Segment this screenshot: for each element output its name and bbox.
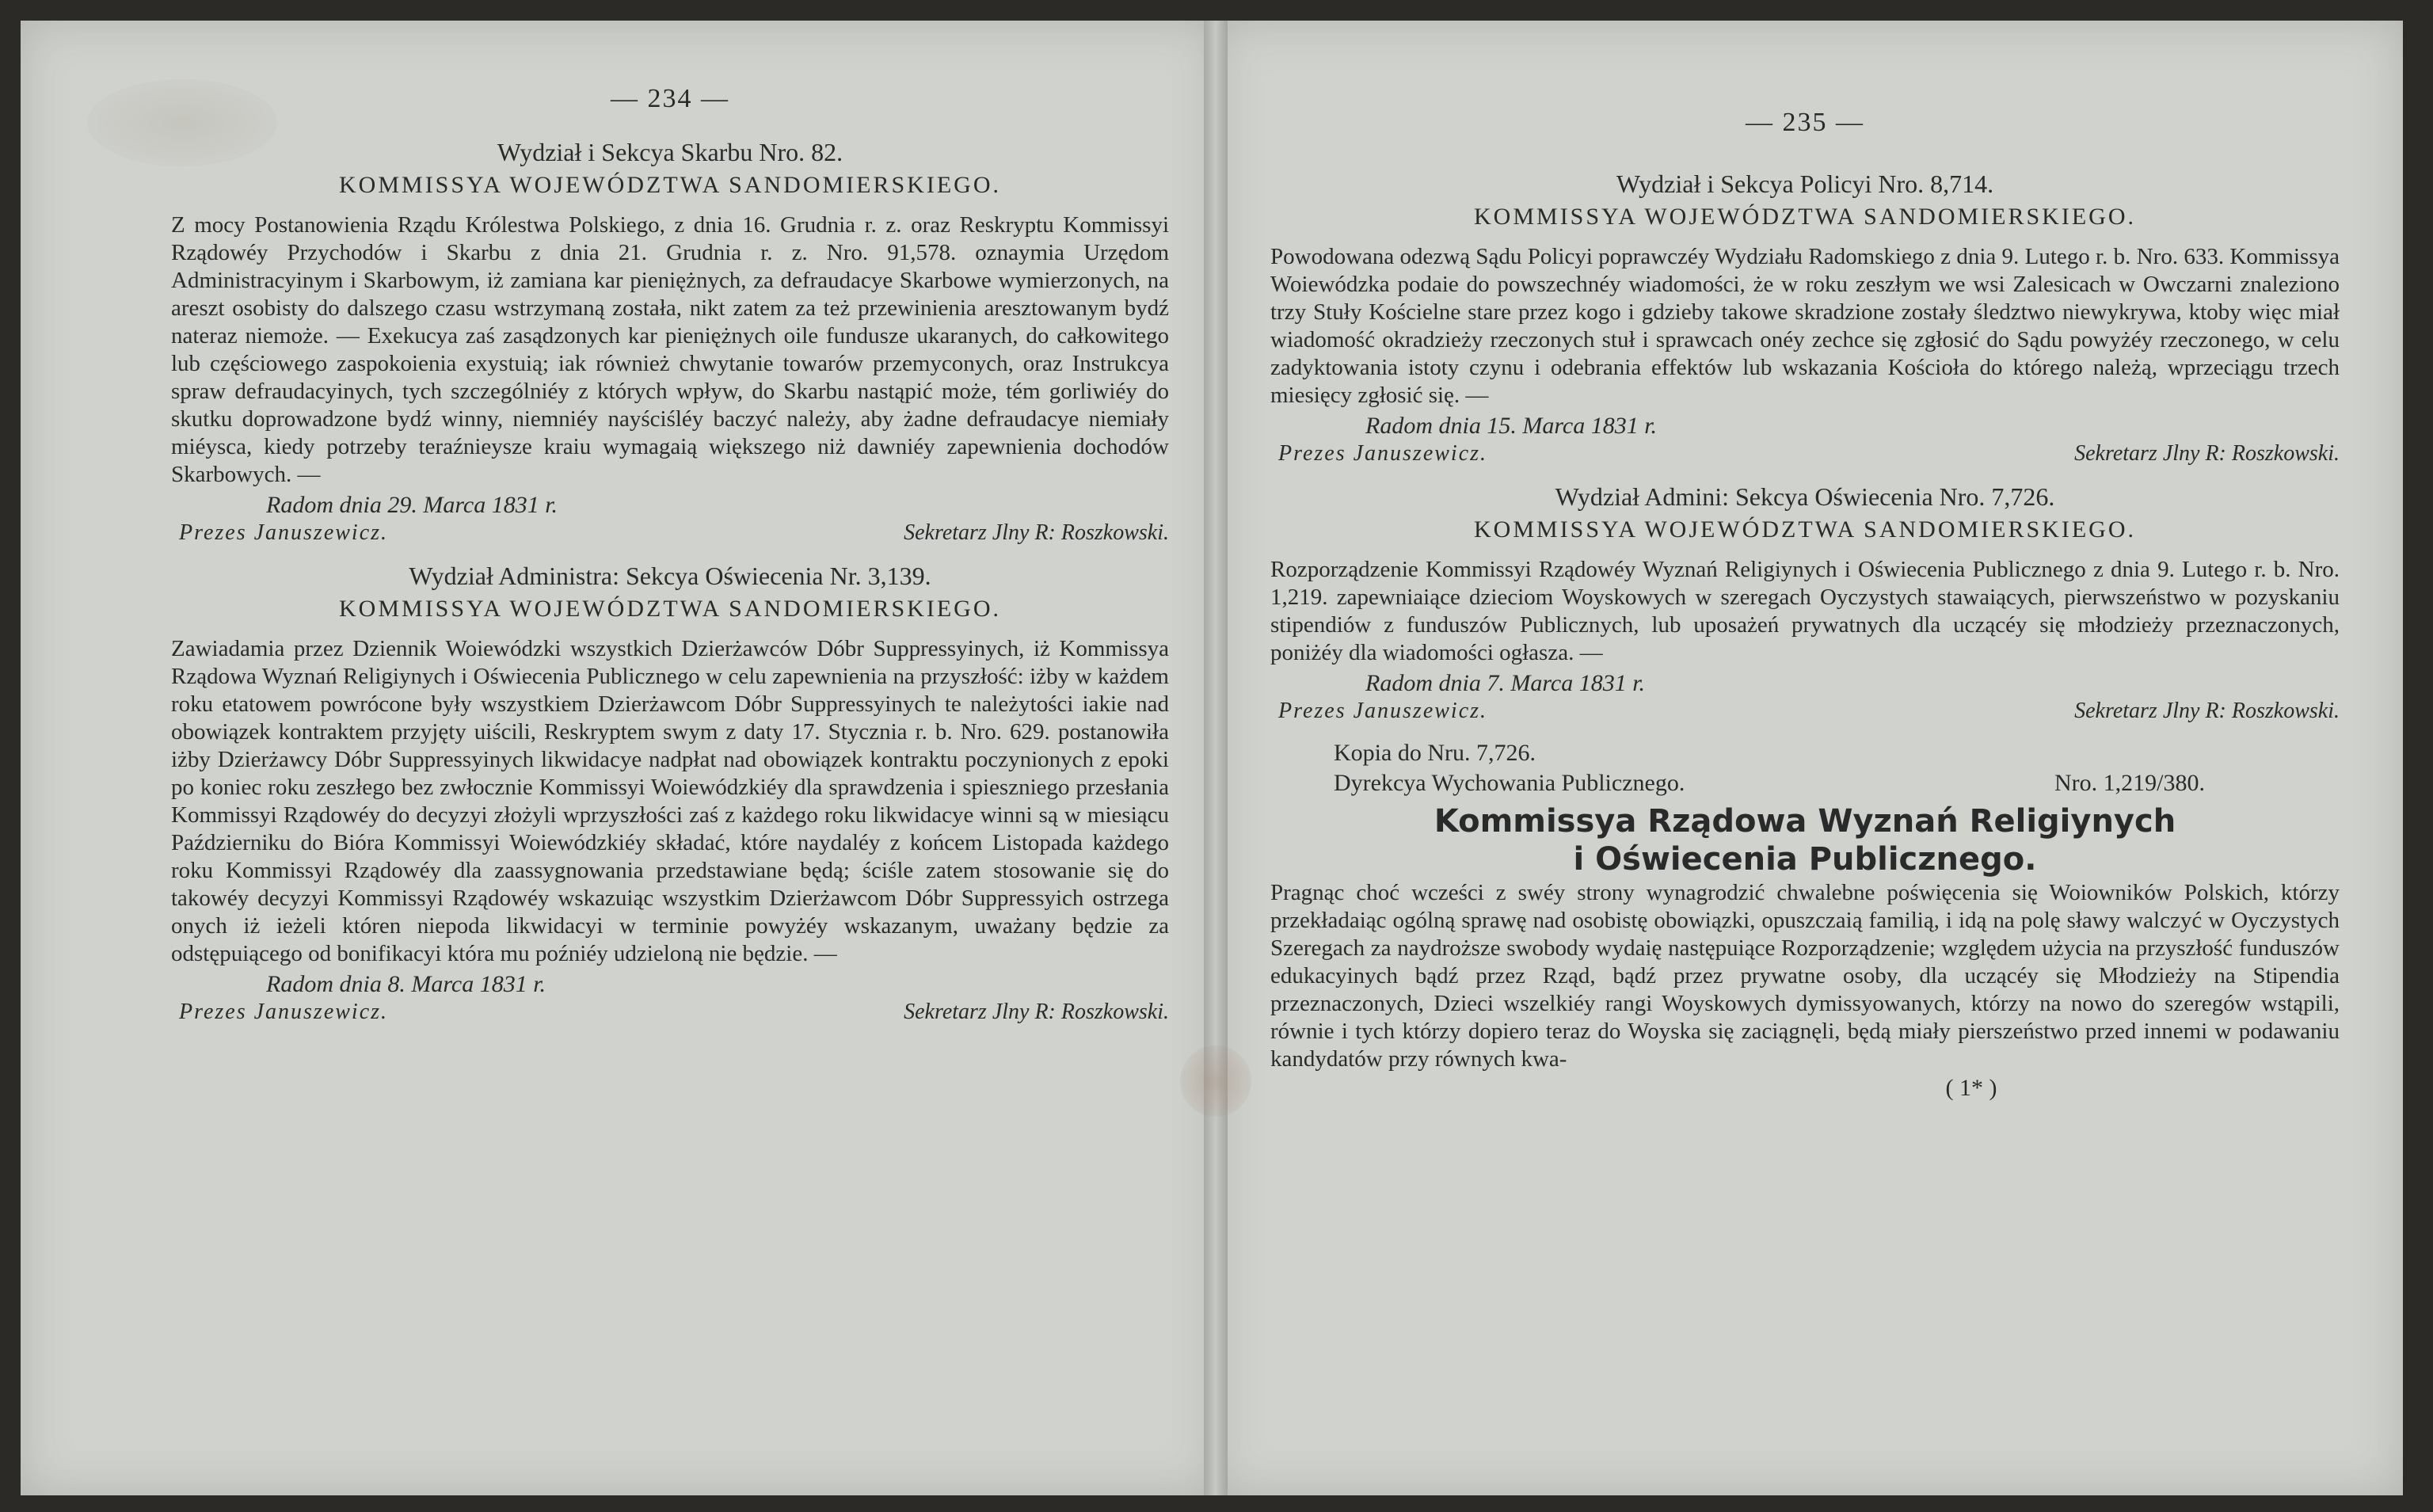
section-4-secretary: Sekretarz Jlny R: Roszkowski. [2074,699,2340,723]
section-3-signatures [1278,441,2340,467]
section-1-secretary: Sekretarz Jlny R: Roszkowski. [904,520,1169,545]
section-4-date: Radom dnia 7. Marca 1831 r. [1365,670,1646,696]
dyrekcya-number: Nro. 1,219/380. [2054,770,2205,796]
section-3-president: Prezes Januszewicz. [1278,441,1488,466]
section-1-body: Z mocy Postanowienia Rządu Królestwa Polskiego, z dnia 16. Grudnia r. z. oraz Reskryptu Kommissyi Rządowéy Przychodów i Skarbu z dnia 21. Grudnia r. z. Nro. 91,578. oznaymia Urzędom Administracyinym i Skarbowym, iż zamiana kar pieniężnych, za defraudacye Skarbowe wymierzonych, na areszt osobisty do dalszego czasu wstrzymaną została, nikt zatem za też przewinienia aresztowanym bydź nateraz niemoże. — Exekucya zaś zasądzonych kar pieniężnych oile fundusze ukaranych, do całkowitego lub częściowego zaspokoienia exystuią; iak również chwytanie towarów przemyconych, oraz Instrukcya spraw defraudacyinych, tych szczególniéy z których wpływ, do Skarbu nastąpić może, tém gorliwiéy do skutku doprowadzone bydź winny, niemniéy nayściśléy baczyć należy, aby żadne defraudacye niemiały miéysca, kiedy potrzeby teraźnieysze kraiu wymagaią większego niż dawniéy zapewnienia dochodów Skarbowych. — [171,212,1169,487]
section-2-date: Radom dnia 8. Marca 1831 r. [266,971,546,997]
section-2-signatures [179,1000,1169,1025]
section-3-title: KOMMISSYA WOJEWÓDZTWA SANDOMIERSKIEGO. [1474,204,2136,230]
section-4-signatures [1278,699,2340,724]
section-4-title: KOMMISSYA WOJEWÓDZTWA SANDOMIERSKIEGO. [1474,516,2136,543]
section-1-president: Prezes Januszewicz. [179,520,389,545]
section-1-dept: Wydział i Sekcya Skarbu Nro. 82. [497,138,843,166]
dyrekcya-name: Dyrekcya Wychowania Publicznego. [1334,770,1685,796]
book-gutter [1204,21,1228,1495]
section-2-title: KOMMISSYA WOJEWÓDZTWA SANDOMIERSKIEGO. [339,596,1001,622]
section-2-dept: Wydział Administra: Sekcya Oświecenia Nr. 3,139. [409,562,931,590]
section-2-secretary: Sekretarz Jlny R: Roszkowski. [904,1000,1169,1024]
section-2-body: Zawiadamia przez Dziennik Woiewódzki wszystkich Dzierżawców Dóbr Suppressyinych, iż Kommissya Rządowa Wyznań Religiynych i Oświecenia Publicznego w celu zapewnienia na przyszłość: iżby w każdem roku etatowem powrócone były wszystkiem Dzierżawcom Dóbr Suppressyinych te należytości iakie nad obowiązek kontraktem przyjęty uiścili, Reskryptem swym z daty 17. Stycznia r. b. Nro. 629. postanowiła iżby Dzierżawcy Dóbr Suppressyinych likwidacye nadpłat nad obowiązek kontraktu poczynionych z epoki po koniec roku zeszłego bez zwłocznie Kommissyi Woiewódzkiéy dla sprawdzenia i spieszniego przesłania Kommissyi Rządowéy do decyzyi złożyli wprzyszłości zaś z każdego roku likwidacye winni są w miesiącu Październiku do Bióra Kommissyi Woiewódzkiéy składać, które naydaléy z końcem Listopada każdego roku Kommissyi Rządowéy dla zaassygnowania przedstawiane będą; ściśle zatem stosowanie się do takowéy decyzyi Kommissyi Rządowéy wskazuiąc wszystkim Dzierżawcom Dóbr Suppressyich ostrzega onych iż ieżeli któren niepoda likwidacyi w terminie powyżéy wskazanym, uważany będzie za odstępuiącego od bonifikacyi która mu poźniéy udzieloną nie będzie. — [171,636,1169,966]
section-2-president: Prezes Januszewicz. [179,1000,389,1024]
section-1-date: Radom dnia 29. Marca 1831 r. [266,492,558,518]
section-3-body: Powodowana odezwą Sądu Policyi poprawczéy Wydziału Radomskiego z dnia 9. Lutego r. b. Nro. 633. Kommissya Woiewódzka podaie do powszechnéy wiadomości, że w roku zeszłym we wsi Zalesicach w Owczarni znaleziono trzy Stuły Kościelne stare przez kogo i gdzieby takowe skradzione zostały śledztwo niewykrywa, ktoby więc miał wiadomość okradzieży rzeczonych stuł i sprawcach onéy zechce się zgłosić do Sądu powyżéy rzeczonego, w celu zadyktowania istoty czynu i odebrania effektów lub wskazania Kościoła do którego należą, wprzeciągu trzech miesięcy zgłosić się. — [1270,244,2340,408]
kommissya-header-line-2: i Oświecenia Publicznego. [1573,841,2037,878]
section-4-dept: Wydział Admini: Sekcya Oświecenia Nro. 7,726. [1555,482,2055,511]
section-4-president: Prezes Januszewicz. [1278,699,1488,723]
section-3-dept: Wydział i Sekcya Policyi Nro. 8,714. [1616,169,1994,198]
page-number-right: — 235 — [1746,108,1864,137]
folio-mark: ( 1* ) [1945,1075,1997,1101]
dyrekcya-line [1334,770,2340,797]
left-page [21,21,1216,1495]
kommissya-header-line-1: Kommissya Rządowa Wyznań Religiynych [1434,803,2176,840]
right-page [1215,21,2403,1495]
kopia-line: Kopia do Nru. 7,726. [1334,740,1536,766]
final-body: Pragnąc choć wcześci z swéy strony wynagrodzić chwalebne poświęcenia się Woiowników Polskich, którzy przekładaiąc ogólną sprawę nad osobistę obowiązki, opuszczaią familią, i idą na polę sławy walczyć w Oyczystych Szeregach za naydroższe swobody wydaię następuiące Rozporządzenie; względem użycia na przyszłość funduszów edukacyinych bądź przez Rząd, bądź przez prywatne osoby, dla uczącéy się Młodzieży na Stipendia przeznaczonych, Dzieci wszelkiéy rangi Woyskowych dymissyowanych, którzy na nowo do szeregów wstąpili, równie i tych którzy dopiero teraz do Woyska się zaciągnęli, będą miały pierszeństwo przed innemi w podawaniu kandydatów przy równych kwa- [1270,880,2340,1072]
section-1-signatures [179,520,1169,546]
section-1-title: KOMMISSYA WOJEWÓDZTWA SANDOMIERSKIEGO. [339,172,1001,198]
section-4-body: Rozporządzenie Kommissyi Rządowéy Wyznań Religiynych i Oświecenia Publicznego z dnia 9. Lutego r. b. Nro. 1,219. zapewniaiące dzieciom Woyskowych w szeregach Oyczystych stawaiących, pierwszeństwo w pozyskaniu stipendiów z funduszów Publicznych, lub uposażeń prywatnych dla uczącéy się młodzieży przeznaczonych, poniżéy dla wiadomości ogłasza. — [1270,557,2340,665]
section-3-secretary: Sekretarz Jlny R: Roszkowski. [2074,441,2340,466]
page-number-left: — 234 — [611,84,729,113]
section-3-date: Radom dnia 15. Marca 1831 r. [1365,413,1658,439]
